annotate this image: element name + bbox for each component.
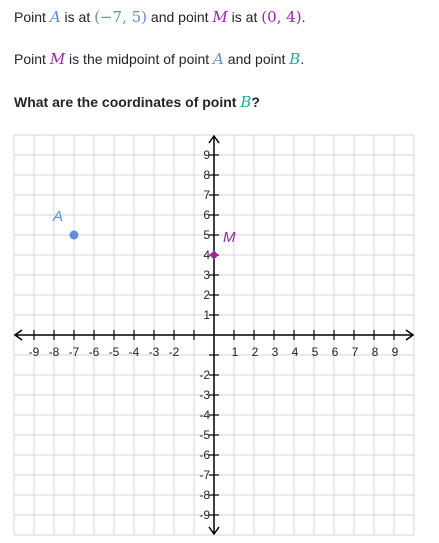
x-tick-label: -5 bbox=[108, 345, 120, 359]
y-tick-label: -5 bbox=[199, 428, 210, 442]
text: and point bbox=[147, 9, 213, 25]
y-tick-label: -7 bbox=[199, 468, 210, 482]
y-tick-label: -8 bbox=[199, 488, 210, 502]
x-tick-label: 4 bbox=[291, 345, 299, 359]
x-tick-label: 9 bbox=[391, 345, 399, 359]
x-tick-label: 2 bbox=[251, 345, 259, 359]
text: Point bbox=[14, 51, 50, 67]
coordinate-plane[interactable] bbox=[13, 133, 425, 538]
y-tick-label: -6 bbox=[199, 448, 210, 462]
text: What are the coordinates of point bbox=[14, 94, 241, 110]
text: . bbox=[301, 9, 306, 25]
y-tick-label: 8 bbox=[203, 168, 210, 182]
point-a-label: A bbox=[53, 208, 64, 225]
x-tick-label: 6 bbox=[331, 345, 339, 359]
y-tick-label: -9 bbox=[199, 508, 210, 522]
y-tick-label: 6 bbox=[203, 208, 210, 222]
prompt-line-2 bbox=[14, 50, 304, 68]
coordinate-plane-svg[interactable] bbox=[13, 133, 425, 538]
x-tick-label: 1 bbox=[231, 345, 239, 359]
y-tick-label: 7 bbox=[203, 188, 210, 202]
prompt-line-1 bbox=[14, 8, 305, 26]
y-tick-label: 2 bbox=[203, 288, 210, 302]
text: and point bbox=[223, 51, 290, 67]
x-tick-label: -7 bbox=[68, 345, 80, 359]
point-m-variable: M bbox=[212, 8, 228, 26]
text: is the midpoint of point bbox=[65, 51, 214, 67]
x-tick-label: 3 bbox=[271, 345, 279, 359]
point-m-coordinates: (0, 4) bbox=[261, 8, 302, 26]
y-tick-label: -2 bbox=[199, 368, 210, 382]
x-tick-label: -3 bbox=[148, 345, 160, 359]
y-tick-label: 9 bbox=[203, 148, 210, 162]
y-tick-label: -4 bbox=[199, 408, 210, 422]
x-tick-label: -4 bbox=[128, 345, 140, 359]
y-tick-label: 4 bbox=[203, 248, 210, 262]
text: is at bbox=[60, 9, 95, 25]
x-tick-label: -6 bbox=[88, 345, 100, 359]
text: Point bbox=[14, 9, 50, 25]
point-m-label: M bbox=[223, 229, 236, 246]
point-m-marker bbox=[210, 251, 219, 260]
x-tick-label: -2 bbox=[168, 345, 180, 359]
point-b-variable: B bbox=[289, 50, 301, 68]
point-a-marker bbox=[70, 231, 79, 240]
question-text bbox=[14, 93, 260, 111]
x-tick-label: -9 bbox=[28, 345, 40, 359]
point-a-coordinates: (−7, 5) bbox=[94, 8, 148, 26]
text: is at bbox=[227, 9, 262, 25]
text: . bbox=[300, 51, 305, 67]
point-a-variable: A bbox=[49, 8, 61, 26]
text: ? bbox=[251, 94, 260, 110]
y-tick-label: 5 bbox=[203, 228, 210, 242]
y-tick-label: -3 bbox=[199, 388, 210, 402]
point-b-variable: B bbox=[240, 93, 252, 111]
x-tick-label: 8 bbox=[371, 345, 379, 359]
x-tick-label: -8 bbox=[48, 345, 60, 359]
x-tick-label: 7 bbox=[351, 345, 359, 359]
point-a-variable: A bbox=[213, 50, 224, 68]
y-tick-label: 3 bbox=[203, 268, 210, 282]
y-tick-label: 1 bbox=[203, 308, 210, 322]
x-tick-label: 5 bbox=[311, 345, 319, 359]
point-m-variable: M bbox=[49, 50, 66, 68]
